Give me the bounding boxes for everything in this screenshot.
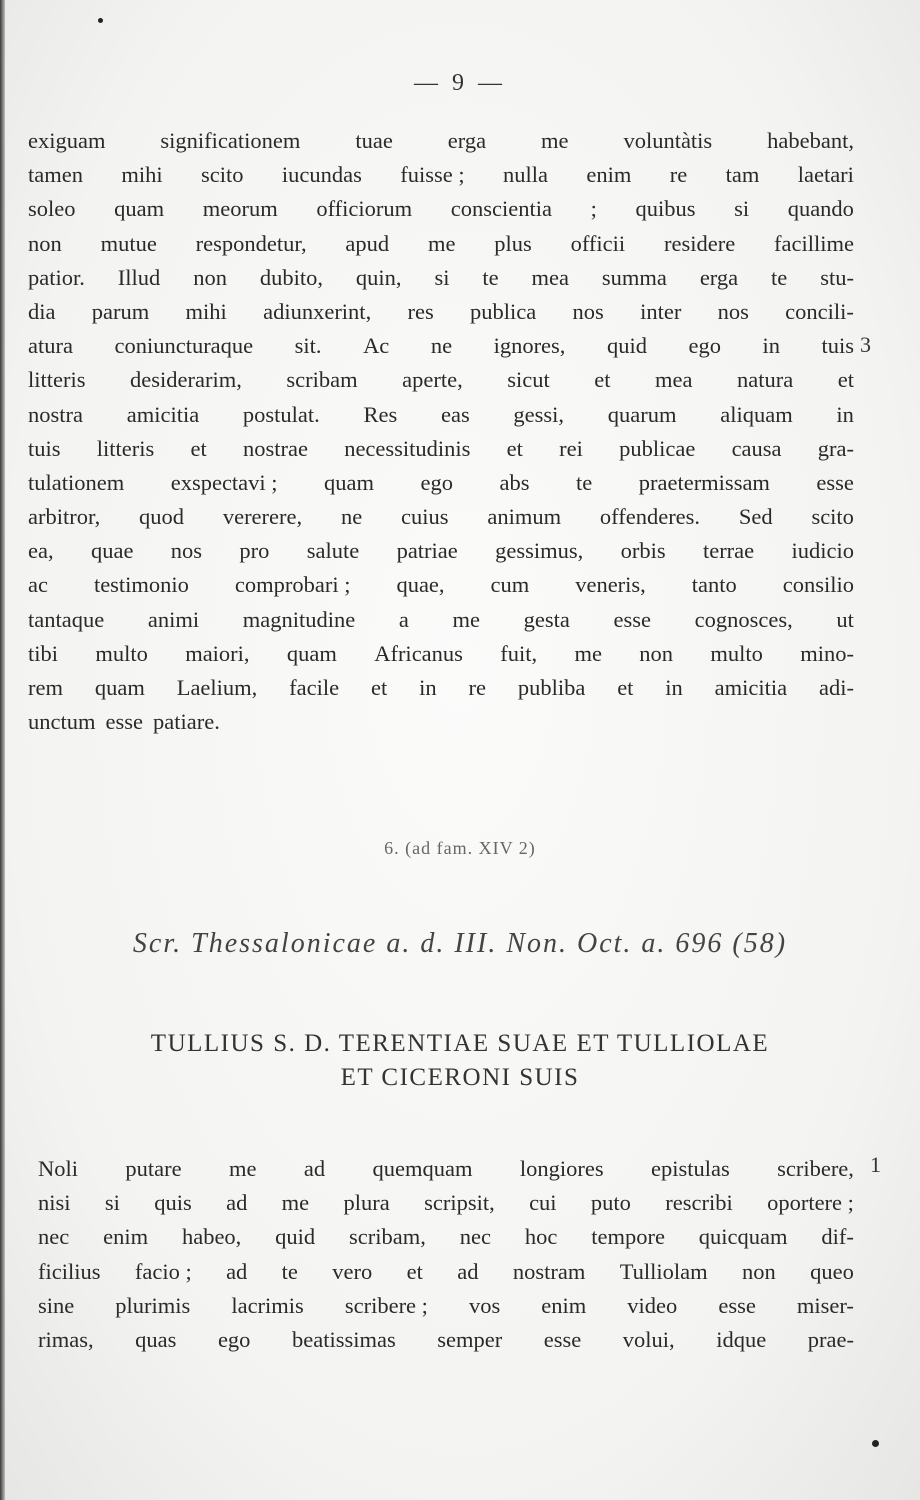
word: aliquam bbox=[720, 401, 793, 427]
word: dif- bbox=[821, 1224, 854, 1250]
word: esse bbox=[105, 709, 143, 735]
word: causa bbox=[731, 435, 782, 461]
word: et bbox=[837, 367, 854, 393]
word: comprobari ; bbox=[234, 572, 351, 598]
text-line bbox=[28, 329, 854, 363]
word: aperte, bbox=[402, 367, 463, 393]
word: gra- bbox=[817, 435, 854, 461]
word: Illud bbox=[117, 264, 161, 290]
word: sicut bbox=[507, 367, 550, 393]
word: iucundas bbox=[281, 162, 362, 188]
word: epistulas bbox=[650, 1156, 730, 1181]
word: miser- bbox=[796, 1292, 854, 1318]
word: esse bbox=[543, 1326, 582, 1352]
word: quicquam bbox=[698, 1224, 788, 1250]
word: et bbox=[371, 675, 388, 700]
word: et bbox=[617, 675, 634, 700]
word: plurimis bbox=[115, 1292, 191, 1318]
word: sine bbox=[38, 1292, 75, 1318]
word: in bbox=[762, 333, 780, 359]
text-line bbox=[28, 671, 854, 705]
text-line bbox=[28, 192, 854, 226]
word: animi bbox=[147, 606, 200, 632]
word: te bbox=[576, 469, 593, 495]
word: pro bbox=[239, 538, 270, 564]
text-line bbox=[28, 500, 854, 534]
word: video bbox=[627, 1292, 678, 1318]
word: publica bbox=[470, 298, 537, 324]
word: animum bbox=[487, 504, 562, 530]
text-line bbox=[28, 603, 854, 637]
word: et bbox=[406, 1258, 423, 1284]
text-line bbox=[28, 398, 854, 432]
word: fuit, bbox=[500, 640, 538, 666]
word: tulationem bbox=[28, 469, 125, 495]
word: scribere ; bbox=[344, 1292, 428, 1318]
word: quae, bbox=[396, 572, 445, 598]
text-line bbox=[28, 705, 854, 739]
word: exspectavi ; bbox=[170, 469, 278, 495]
letter-heading-line-1: TULLIUS S. D. TERENTIAE SUAE ET TULLIOLAE bbox=[150, 1030, 770, 1057]
word: lacrimis bbox=[231, 1292, 304, 1318]
text-line bbox=[28, 432, 854, 466]
text-line bbox=[28, 295, 854, 329]
word: scito bbox=[201, 162, 244, 188]
word: necessitudinis bbox=[344, 435, 471, 461]
word: scito bbox=[811, 504, 854, 530]
word: iudicio bbox=[791, 538, 854, 564]
word: esse bbox=[613, 606, 652, 632]
word: voluntàtis bbox=[623, 128, 713, 153]
word: cum bbox=[490, 572, 530, 598]
word: litteris bbox=[96, 435, 155, 461]
text-line bbox=[28, 158, 854, 192]
word: nulla bbox=[502, 162, 548, 188]
word: quid bbox=[275, 1224, 316, 1250]
word: postulat. bbox=[242, 401, 320, 427]
word: plura bbox=[343, 1190, 390, 1216]
word: publicae bbox=[619, 435, 696, 461]
word: ea, bbox=[28, 538, 54, 564]
word: Res bbox=[363, 401, 398, 427]
text-line bbox=[38, 1186, 854, 1220]
word: officii bbox=[570, 230, 626, 256]
word: nec bbox=[459, 1224, 491, 1250]
word: si bbox=[734, 196, 750, 222]
word: Sed bbox=[738, 504, 773, 530]
word: quando bbox=[787, 196, 854, 222]
word: tuis bbox=[821, 333, 854, 359]
word: quis bbox=[154, 1190, 192, 1216]
word: scripsit, bbox=[424, 1190, 495, 1216]
word: litteris bbox=[28, 367, 86, 393]
word: me bbox=[541, 128, 569, 153]
word: Laelium, bbox=[176, 675, 258, 700]
word: quas bbox=[135, 1326, 177, 1352]
word: multo bbox=[95, 640, 148, 666]
word: laetari bbox=[797, 162, 854, 188]
text-line bbox=[28, 124, 854, 158]
text-line bbox=[28, 637, 854, 671]
word: nostram bbox=[512, 1258, 586, 1284]
word: offenderes. bbox=[599, 504, 701, 530]
word: si bbox=[104, 1190, 120, 1216]
word: prae- bbox=[807, 1326, 854, 1352]
word: mihi bbox=[121, 162, 163, 188]
word: desiderarim, bbox=[130, 367, 242, 393]
word: non bbox=[742, 1258, 776, 1284]
word: esse bbox=[718, 1292, 756, 1318]
word: facillime bbox=[774, 230, 854, 256]
word: coniuncturaque bbox=[114, 333, 254, 359]
letter-heading-line-2: ET CICERONI SUIS bbox=[340, 1064, 580, 1091]
word: facile bbox=[289, 675, 340, 700]
word: terrae bbox=[702, 538, 755, 564]
word: scribere, bbox=[777, 1156, 854, 1181]
second-letter-body bbox=[38, 1152, 854, 1357]
text-line bbox=[28, 261, 854, 295]
word: quin, bbox=[355, 264, 402, 290]
word: quarum bbox=[607, 401, 677, 427]
text-line bbox=[28, 363, 854, 397]
word: parum bbox=[91, 298, 150, 324]
word: me bbox=[427, 230, 456, 256]
word: te bbox=[771, 264, 788, 290]
word: ad bbox=[226, 1258, 248, 1284]
text-line bbox=[38, 1323, 854, 1357]
word: fuisse ; bbox=[400, 162, 465, 188]
word: nostrae bbox=[242, 435, 308, 461]
word: te bbox=[281, 1258, 298, 1284]
word: Tulliolam bbox=[619, 1258, 708, 1284]
word: me bbox=[228, 1156, 257, 1181]
word: gessi, bbox=[513, 401, 565, 427]
word: in bbox=[836, 401, 854, 427]
word: et bbox=[506, 435, 523, 461]
text-line bbox=[38, 1255, 854, 1289]
text-line bbox=[28, 534, 854, 568]
word: oportere ; bbox=[767, 1190, 854, 1216]
text-line bbox=[28, 227, 854, 261]
text-line bbox=[28, 466, 854, 500]
word: nostra bbox=[28, 401, 83, 427]
word: me bbox=[281, 1190, 310, 1216]
word: vererere, bbox=[222, 504, 303, 530]
word: praetermissam bbox=[638, 469, 770, 495]
word: cognosces, bbox=[694, 606, 793, 632]
word: et bbox=[594, 367, 611, 393]
word: si bbox=[434, 264, 450, 290]
word: erga bbox=[699, 264, 739, 290]
word: patiare. bbox=[153, 709, 220, 735]
word: cuius bbox=[401, 504, 449, 530]
word: hoc bbox=[524, 1224, 558, 1250]
word: eas bbox=[440, 401, 470, 427]
word: multo bbox=[710, 640, 763, 666]
word: arbitror, bbox=[28, 504, 101, 530]
word: consilio bbox=[782, 572, 854, 598]
word: enim bbox=[103, 1224, 149, 1250]
word: concili- bbox=[785, 298, 854, 324]
word: ficilius bbox=[38, 1258, 101, 1284]
scan-speck bbox=[872, 1440, 879, 1447]
word: tuis bbox=[28, 435, 61, 461]
word: queo bbox=[810, 1258, 854, 1284]
word: res bbox=[407, 298, 434, 324]
word: enim bbox=[586, 162, 632, 188]
letter-citation: 6. (ad fam. XIV 2) bbox=[384, 838, 536, 858]
word: quemquam bbox=[372, 1156, 473, 1181]
word: mihi bbox=[185, 298, 227, 324]
word: quam bbox=[286, 640, 337, 666]
word: amicitia bbox=[714, 675, 788, 700]
word: et bbox=[190, 435, 207, 461]
word: maiori, bbox=[185, 640, 250, 666]
word: patriae bbox=[396, 538, 458, 564]
page-number: — 9 — bbox=[414, 70, 506, 96]
word: enim bbox=[541, 1292, 587, 1318]
word: gessimus, bbox=[495, 538, 584, 564]
word: non bbox=[193, 264, 227, 290]
word: nisi bbox=[38, 1190, 71, 1216]
word: re bbox=[669, 162, 688, 188]
word: tamen bbox=[28, 162, 83, 188]
word: tam bbox=[725, 162, 760, 188]
word: sit. bbox=[294, 333, 322, 359]
word: mea bbox=[655, 367, 693, 393]
text-line bbox=[38, 1152, 854, 1186]
word: respondetur, bbox=[195, 230, 307, 256]
word: Ac bbox=[363, 333, 390, 359]
word: Noli bbox=[38, 1156, 79, 1181]
word: ac bbox=[28, 572, 48, 598]
word: tantaque bbox=[28, 606, 105, 632]
margin-section-number: 3 bbox=[860, 332, 871, 357]
word: te bbox=[482, 264, 499, 290]
word: testimonio bbox=[93, 572, 189, 598]
word: plus bbox=[494, 230, 532, 256]
word: beatissimas bbox=[291, 1326, 396, 1352]
word: quibus bbox=[635, 196, 696, 222]
word: non bbox=[639, 640, 674, 666]
word: tuae bbox=[355, 128, 393, 153]
word: ad bbox=[457, 1258, 479, 1284]
word: quae bbox=[90, 538, 134, 564]
word: in bbox=[419, 675, 437, 700]
letter-dateline: Scr. Thessalonicae a. d. III. Non. Oct. a. 696 (58) bbox=[132, 928, 788, 959]
word: quid bbox=[606, 333, 647, 359]
word: rimas, bbox=[38, 1326, 94, 1352]
word: ego bbox=[217, 1326, 251, 1352]
word: summa bbox=[601, 264, 667, 290]
word: ; bbox=[590, 196, 597, 222]
word: nos bbox=[572, 298, 604, 324]
word: adi- bbox=[819, 675, 854, 700]
word: mino- bbox=[800, 640, 854, 666]
word: adiunxerint, bbox=[263, 298, 372, 324]
word: stu- bbox=[820, 264, 854, 290]
word: mutue bbox=[100, 230, 157, 256]
word: abs bbox=[499, 469, 530, 495]
word: ad bbox=[226, 1190, 248, 1216]
word: Africanus bbox=[374, 640, 463, 666]
word: conscientia bbox=[450, 196, 552, 222]
word: in bbox=[665, 675, 683, 700]
word: quam bbox=[94, 675, 145, 700]
word: nos bbox=[170, 538, 203, 564]
word: salute bbox=[306, 538, 360, 564]
word: scribam, bbox=[349, 1224, 426, 1250]
word: nec bbox=[38, 1224, 70, 1250]
word: cui bbox=[529, 1190, 557, 1216]
word: tempore bbox=[591, 1224, 665, 1250]
word: semper bbox=[437, 1326, 503, 1352]
word: soleo bbox=[28, 196, 76, 222]
word: habeo, bbox=[181, 1224, 242, 1250]
word: idque bbox=[716, 1326, 767, 1352]
word: re bbox=[468, 675, 486, 700]
word: magnitudine bbox=[242, 606, 356, 632]
word: quod bbox=[139, 504, 185, 530]
word: ego bbox=[420, 469, 454, 495]
word: puto bbox=[590, 1190, 631, 1216]
word: apud bbox=[345, 230, 390, 256]
letter-body bbox=[28, 124, 854, 739]
word: inter bbox=[640, 298, 682, 324]
word: exiguam bbox=[28, 128, 106, 153]
text-line bbox=[38, 1289, 854, 1323]
word: quam bbox=[114, 196, 165, 222]
word: scribam bbox=[286, 367, 358, 393]
scan-speck bbox=[98, 18, 103, 23]
word: ut bbox=[836, 606, 854, 632]
word: patior. bbox=[28, 264, 85, 290]
word: unctum bbox=[28, 709, 96, 735]
text-line bbox=[38, 1220, 854, 1254]
word: vero bbox=[332, 1258, 373, 1284]
word: tanto bbox=[691, 572, 737, 598]
word: dia bbox=[28, 298, 56, 324]
word: significationem bbox=[160, 128, 301, 153]
word: nos bbox=[717, 298, 749, 324]
word: erga bbox=[447, 128, 487, 153]
word: quam bbox=[324, 469, 375, 495]
word: facio ; bbox=[134, 1258, 192, 1284]
word: rei bbox=[559, 435, 583, 461]
word: gesta bbox=[523, 606, 570, 632]
word: non bbox=[28, 230, 62, 256]
word: residere bbox=[663, 230, 736, 256]
margin-section-number-2: 1 bbox=[870, 1152, 881, 1177]
word: putare bbox=[125, 1156, 182, 1181]
word: longiores bbox=[519, 1156, 604, 1181]
word: ad bbox=[303, 1156, 326, 1181]
word: a bbox=[398, 606, 409, 632]
word: dubito, bbox=[259, 264, 323, 290]
text-line bbox=[28, 568, 854, 602]
word: amicitia bbox=[126, 401, 200, 427]
word: me bbox=[452, 606, 481, 632]
page-binding-edge bbox=[0, 0, 5, 1500]
word: officiorum bbox=[316, 196, 413, 222]
word: ne bbox=[430, 333, 453, 359]
word: tibi bbox=[28, 640, 59, 666]
word: natura bbox=[737, 367, 794, 393]
word: publiba bbox=[517, 675, 586, 700]
word: meorum bbox=[202, 196, 278, 222]
word: mea bbox=[531, 264, 569, 290]
word: volui, bbox=[622, 1326, 675, 1352]
word: orbis bbox=[620, 538, 666, 564]
word: ignores, bbox=[493, 333, 566, 359]
word: ne bbox=[340, 504, 363, 530]
word: rem bbox=[28, 675, 63, 700]
word: ego bbox=[688, 333, 721, 359]
word: vos bbox=[468, 1292, 501, 1318]
word: esse bbox=[816, 469, 854, 495]
word: rescribi bbox=[665, 1190, 733, 1216]
word: habebant, bbox=[767, 128, 854, 153]
word: veneris, bbox=[575, 572, 646, 598]
word: atura bbox=[28, 333, 73, 359]
word: me bbox=[574, 640, 602, 666]
